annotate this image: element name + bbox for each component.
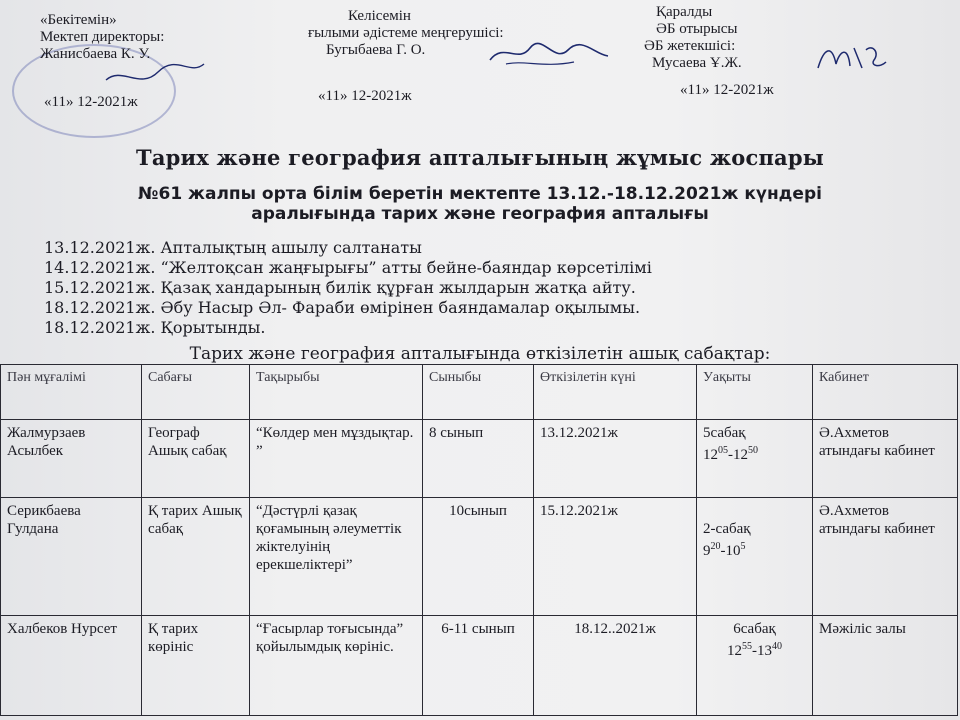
cell-teacher: Жалмурзаев Асылбек [1,420,142,498]
approval-role: ӘБ отырысы [656,21,738,37]
cell-date: 13.12.2021ж [534,420,697,498]
cell-grade: 6-11 сынып [423,616,534,716]
cell-lesson: Географ Ашық сабақ [142,420,250,498]
cell-teacher: Халбеков Нурсет [1,616,142,716]
time-range: $9^{20}-10^5$ [703,541,746,559]
col-header-grade: Сыныбы [423,365,534,420]
table-caption: Тарих және география апталығында өткізілетін ашық сабақтар: [189,344,771,364]
subtitle-line-1: №61 жалпы орта білім беретін мектепте 13.12.-18.12.2021ж күндері [138,184,822,204]
open-lessons-table [0,364,958,716]
cell-date: 15.12.2021ж [534,498,697,616]
cell-topic: “Көлдер мен мұздықтар. ” [250,420,423,498]
cell-topic: “Дәстүрлі қазақ қоғамының әлеуметтік жіктелуінің ерекшеліктері” [250,498,423,616]
approval-title: Қаралды [656,4,713,20]
col-header-lesson: Сабағы [142,365,250,420]
events-list [44,238,652,338]
director-signature [100,50,210,110]
table-header-row [1,365,958,420]
col-header-time: Уақыты [697,365,813,420]
event-item: 18.12.2021ж. Қорытынды. [44,318,266,337]
approval-name: Бугыбаева Г. О. [326,42,426,58]
mo-signature [810,38,890,78]
page-subtitle [0,184,960,224]
col-header-teacher: Пән мұғалімі [1,365,142,420]
cell-room: Ә.Ахметов атындағы кабинет [813,420,958,498]
time-lesson: 5сабақ [703,425,746,441]
table-row [1,498,958,616]
approval-name: Мусаева Ұ.Ж. [652,55,742,71]
table-row [1,420,958,498]
table-row [1,616,958,716]
cell-date: 18.12..2021ж [534,616,697,716]
approval-role: ғылыми әдістеме меңгерушісі: [308,25,504,41]
approval-date-director: «11» 12-2021ж [44,94,138,110]
event-item: 13.12.2021ж. Апталықтың ашылу салтанаты [44,238,422,257]
cell-lesson: Қ тарих көрініс [142,616,250,716]
cell-room: Ә.Ахметов атындағы кабинет [813,498,958,616]
approval-date-mo: «11» 12-2021ж [680,82,774,98]
event-item: 14.12.2021ж. “Желтоқсан жаңғырығы” атты бейне-баяндар көрсетілімі [44,258,652,277]
event-item: 15.12.2021ж. Қазақ хандарының билік құрған жылдарын жатқа айту. [44,278,636,297]
time-lesson: 2-сабақ [703,521,751,537]
cell-topic: “Ғасырлар тоғысында” қойылымдық көрініс. [250,616,423,716]
cell-teacher: Серикбаева Гулдана [1,498,142,616]
cell-grade: 10сынып [423,498,534,616]
approval-role: Мектеп директоры: [40,29,165,45]
approval-title: Келісемін [348,8,411,24]
page-title: Тарих және география апталығының жұмыс жоспары [136,145,824,170]
col-header-topic: Тақырыбы [250,365,423,420]
approval-block-methodist [308,8,504,59]
cell-time [697,420,813,498]
approval-name: Жанисбаева К. У. [40,46,151,62]
approval-date-methodist: «11» 12-2021ж [318,88,412,104]
cell-time [697,616,813,716]
approval-block-mo [640,4,742,72]
methodist-signature [484,34,614,74]
subtitle-line-2: аралығында тарих және география апталығы [251,204,709,224]
approval-role-2: ӘБ жетекшісі: [644,38,736,54]
event-item: 18.12.2021ж. Әбу Насыр Әл- Фараби өмірінен баяндамалар оқылымы. [44,298,641,317]
time-range: $12^{05}-12^{50}$ [703,445,758,463]
cell-grade: 8 сынып [423,420,534,498]
cell-lesson: Қ тарих Ашық сабақ [142,498,250,616]
cell-room: Мәжіліс залы [813,616,958,716]
approval-title: «Бекітемін» [40,12,117,28]
time-lesson: 6сабақ [733,621,776,637]
col-header-date: Өткізілетін күні [534,365,697,420]
col-header-room: Кабинет [813,365,958,420]
cell-time [697,498,813,616]
time-range: $12^{55}-13^{40}$ [727,641,782,659]
